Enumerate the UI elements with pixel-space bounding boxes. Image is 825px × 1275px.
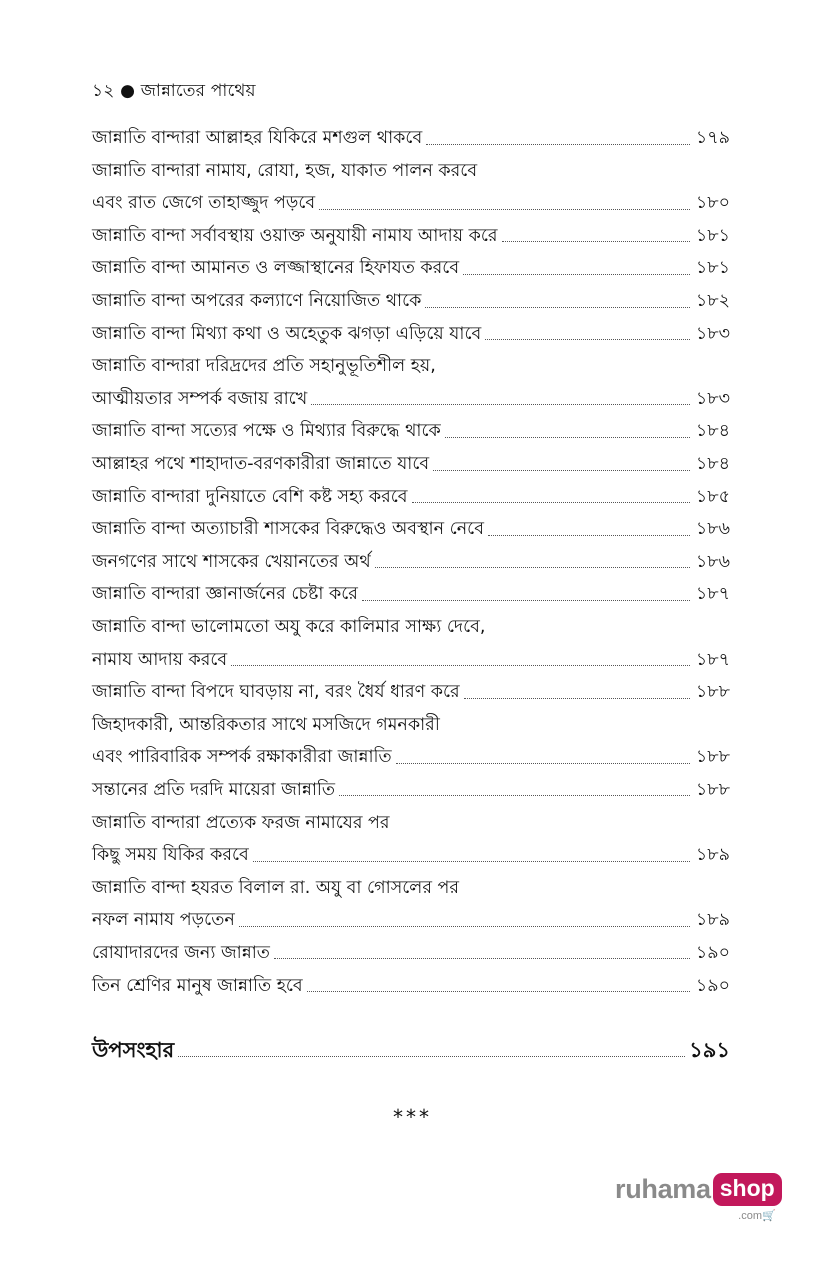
toc-entry-title: এবং রাত জেগে তাহাজ্জুদ পড়বে <box>92 193 316 214</box>
dot-leader <box>463 273 690 275</box>
toc-entry <box>92 835 730 868</box>
toc-entry <box>92 183 730 216</box>
watermark-badge-text: shop <box>719 1175 775 1201</box>
toc-entry <box>92 314 730 347</box>
toc-entry-title: আল্লাহর পথে শাহাদাত-বরণকারীরা জান্নাতে যাবে <box>92 454 430 475</box>
toc-page-number: ১৮১ <box>695 225 730 246</box>
toc-entry-title: জান্নাতি বান্দা আমানত ও লজ্জাস্থানের হিফাযত করবে <box>92 258 460 279</box>
toc-page-number: ১৮৫ <box>695 486 730 507</box>
toc-entry <box>92 411 730 444</box>
dot-leader <box>445 436 690 438</box>
toc-entry-title: জান্নাতি বান্দারা দরিদ্রদের প্রতি সহানুভূতিশীল হয়, <box>92 356 436 377</box>
toc-entry-title: জান্নাতি বান্দা অপরের কল্যাণে নিয়োজিত থাকে <box>92 291 422 312</box>
toc-entry-title: জান্নাতি বান্দা সত্যের পক্ষে ও মিথ্যার বিরুদ্ধে থাকে <box>92 421 441 442</box>
toc-entry <box>92 607 730 640</box>
toc-entry <box>92 346 730 379</box>
dot-leader <box>425 306 690 308</box>
toc-entry-title: সন্তানের প্রতি দরদি মায়েরা জান্নাতি <box>92 779 336 800</box>
running-head: ১২ ● জান্নাতের পাথেয় <box>92 81 256 101</box>
dot-leader <box>274 957 690 959</box>
toc-entry <box>92 770 730 803</box>
toc-entry-title: উপসংহার <box>92 1038 175 1062</box>
dot-leader <box>502 240 690 242</box>
toc-entry-title: জিহাদকারী, আন্তরিকতার সাথে মসজিদে গমনকারী <box>92 714 440 735</box>
toc-entry <box>92 965 730 998</box>
dot-leader <box>433 469 690 471</box>
toc-entry <box>92 737 730 770</box>
toc-page-number: ১৮৭ <box>695 649 730 670</box>
toc-entry-title: জান্নাতি বান্দা অত্যাচারী শাসকের বিরুদ্ধেও অবস্থান নেবে <box>92 519 484 540</box>
toc-entry-title: নামায আদায় করবে <box>92 649 228 670</box>
toc-page-number: ১৮০ <box>695 193 730 214</box>
toc-entry <box>92 379 730 412</box>
toc-entry <box>92 933 730 966</box>
toc-page-number: ১৮৮ <box>695 682 730 703</box>
dot-leader <box>231 664 690 666</box>
toc-page-number: ১৮৩ <box>695 388 730 409</box>
cart-icon: 🛒 <box>761 1210 776 1222</box>
toc-entry <box>92 672 730 705</box>
dot-leader <box>464 697 690 699</box>
toc-entry <box>92 509 730 542</box>
toc-page-number: ১৮৬ <box>695 519 730 540</box>
toc-entry-title: জনগণের সাথে শাসকের খেয়ানতের অর্থ <box>92 551 371 572</box>
toc-entry-title: জান্নাতি বান্দা বিপদে ঘাবড়ায় না, বরং ধৈর্য ধারণ করে <box>92 682 460 703</box>
dot-leader <box>239 925 690 927</box>
toc-entry <box>92 802 730 835</box>
toc-entry-title: জান্নাতি বান্দা ভালোমতো অযু করে কালিমার সাক্ষ্য দেবে, <box>92 617 486 637</box>
toc-entry <box>92 248 730 281</box>
toc-page-number: ১৮২ <box>695 291 730 312</box>
toc-page-number: ১৮৮ <box>695 747 730 768</box>
watermark-brand-text: ruhama <box>615 1174 711 1204</box>
toc-entry <box>92 151 730 184</box>
toc-entry-title: জান্নাতি বান্দা হযরত বিলাল রা. অযু বা গোসলের পর <box>92 877 460 898</box>
toc-entry <box>92 281 730 314</box>
toc-entry-title: কিছু সময় যিকির করবে <box>92 845 249 866</box>
toc-entry-title: রোযাদারদের জন্য জান্নাত <box>92 942 270 963</box>
toc-entry <box>92 477 730 510</box>
dot-leader <box>339 794 690 796</box>
toc-page-number: ১৮৯ <box>695 910 730 931</box>
toc-entry <box>92 118 730 151</box>
toc-entry-title: নফল নামায পড়তেন <box>92 910 235 931</box>
toc-entry-title: জান্নাতি বান্দারা নামায, রোযা, হজ, যাকাত পালন করবে <box>92 160 478 181</box>
section-end-ornament: *** <box>393 1105 432 1129</box>
toc-page-number: ১৯০ <box>695 975 730 996</box>
dot-leader <box>375 566 690 568</box>
toc-page-number: ১৮১ <box>695 258 730 279</box>
toc-entry <box>92 574 730 607</box>
watermark-domain: .com🛒 <box>738 1210 776 1222</box>
toc-page-number: ১৮৮ <box>695 779 730 800</box>
toc-entry-title: জান্নাতি বান্দারা প্রত্যেক ফরজ নামাযের পর <box>92 812 390 833</box>
dot-leader <box>319 208 690 210</box>
toc-entry <box>92 640 730 673</box>
dot-leader <box>178 1055 685 1057</box>
toc-page-number: ১৮৬ <box>695 551 730 572</box>
toc-entry-title: জান্নাতি বান্দা সর্বাবস্থায় ওয়াক্ত অনুযায়ী নামায আদায় করে <box>92 225 498 246</box>
toc-page-number: ১৮৪ <box>695 421 730 442</box>
toc-entry-conclusion <box>92 1040 730 1061</box>
toc-entry <box>92 444 730 477</box>
toc-entry-title: জান্নাতি বান্দারা দুনিয়াতে বেশি কষ্ট সহ্য করবে <box>92 486 408 507</box>
publisher-watermark <box>615 1173 782 1222</box>
toc-entry-title: জান্নাতি বান্দারা জ্ঞানার্জনের চেষ্টা করে <box>92 584 358 605</box>
toc-entry <box>92 705 730 738</box>
toc-entry-title: তিন শ্রেণির মানুষ জান্নাতি হবে <box>92 975 303 996</box>
dot-leader <box>253 860 690 862</box>
toc-page-number: ১৭৯ <box>695 128 730 149</box>
dot-leader <box>485 338 690 340</box>
table-of-contents <box>92 118 730 998</box>
toc-entry <box>92 868 730 901</box>
toc-page-number: ১৯০ <box>695 942 730 963</box>
dot-leader <box>362 599 690 601</box>
toc-entry <box>92 900 730 933</box>
toc-entry <box>92 216 730 249</box>
toc-page-number: ১৯১ <box>689 1038 730 1062</box>
toc-page-number: ১৮৪ <box>695 454 730 475</box>
toc-entry <box>92 542 730 575</box>
dot-leader <box>426 143 690 145</box>
toc-entry-title: জান্নাতি বান্দা মিথ্যা কথা ও অহেতুক ঝগড়া এড়িয়ে যাবে <box>92 323 482 344</box>
watermark-shop-badge <box>713 1173 782 1222</box>
toc-page-number: ১৮৩ <box>695 323 730 344</box>
toc-entry-title: আত্মীয়তার সম্পর্ক বজায় রাখে <box>92 388 308 409</box>
toc-entry-title: এবং পারিবারিক সম্পর্ক রক্ষাকারীরা জান্নাতি <box>92 747 392 768</box>
toc-page-number: ১৮৭ <box>695 584 730 605</box>
dot-leader <box>412 501 690 503</box>
dot-leader <box>307 990 690 992</box>
dot-leader <box>396 762 690 764</box>
toc-page-number: ১৮৯ <box>695 845 730 866</box>
dot-leader <box>488 534 690 536</box>
dot-leader <box>311 403 690 405</box>
toc-entry-title: জান্নাতি বান্দারা আল্লাহর যিকিরে মশগুল থাকবে <box>92 128 423 149</box>
